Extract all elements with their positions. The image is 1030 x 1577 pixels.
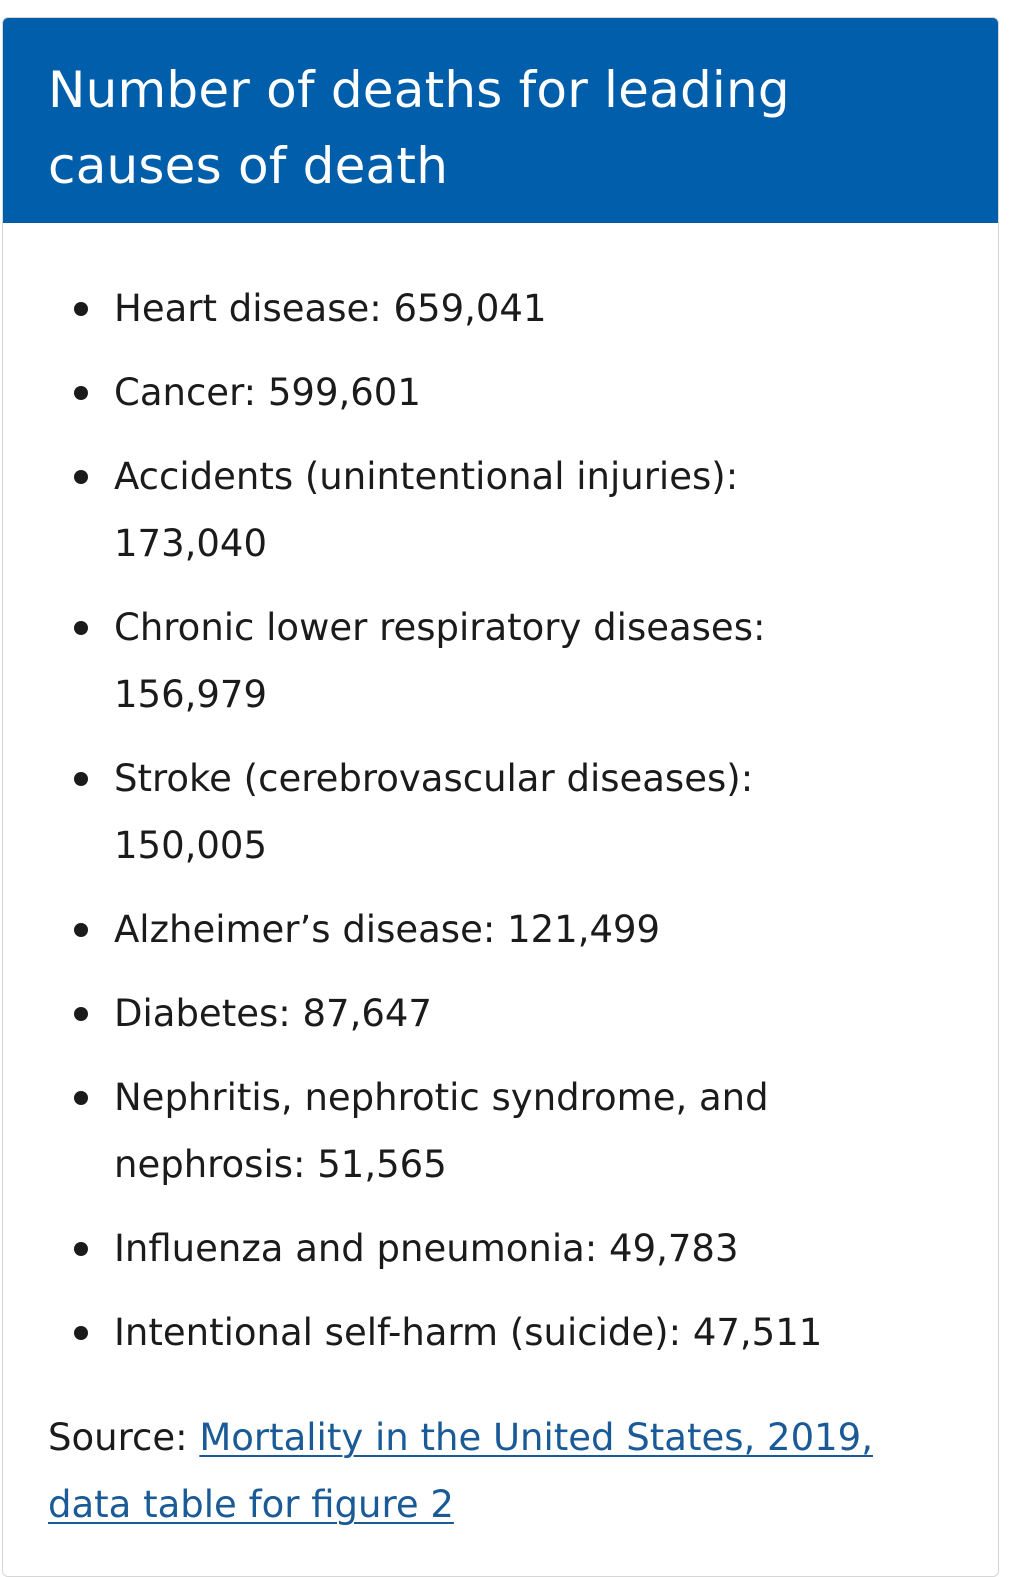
cause-value: 659,041 [393, 287, 547, 330]
cause-value: 599,601 [267, 371, 421, 414]
bullet-icon [74, 923, 88, 937]
list-item: Diabetes: 87,647 [48, 980, 958, 1047]
causes-list [48, 275, 958, 1366]
bullet-icon [74, 386, 88, 400]
cause-value: 121,499 [507, 908, 661, 951]
list-item: Alzheimer’s disease: 121,499 [48, 896, 958, 963]
card-header [3, 18, 998, 223]
cause-value: 49,783 [609, 1227, 739, 1270]
bullet-icon [74, 302, 88, 316]
cause-name: Chronic lower respiratory diseases [114, 606, 753, 649]
list-item: Chronic lower respiratory diseases: 156,979 [48, 594, 958, 728]
bullet-icon [74, 1091, 88, 1105]
cause-name: Alzheimer’s disease [114, 908, 483, 951]
cause-name: Nephritis, nephrotic syndrome, and nephrosis [114, 1076, 769, 1186]
list-item: Heart disease: 659,041 [48, 275, 958, 342]
cause-value: 173,040 [114, 522, 268, 565]
list-item: Stroke (cerebrovascular diseases): 150,005 [48, 745, 958, 879]
bullet-icon [74, 1242, 88, 1256]
bullet-icon [74, 621, 88, 635]
card-title: Number of deaths for leading causes of death [48, 61, 790, 195]
list-item: Accidents (unintentional injuries): 173,040 [48, 443, 958, 577]
cause-value: 156,979 [114, 673, 268, 716]
list-item: Intentional self-harm (suicide): 47,511 [48, 1299, 958, 1366]
bullet-icon [74, 470, 88, 484]
cause-name: Intentional self-harm (suicide) [114, 1311, 669, 1354]
list-item: Influenza and pneumonia: 49,783 [48, 1215, 958, 1282]
bullet-icon [74, 1326, 88, 1340]
cause-value: 51,565 [317, 1143, 447, 1186]
cause-name: Stroke (cerebrovascular diseases) [114, 757, 741, 800]
source-note [48, 1404, 958, 1538]
bullet-icon [74, 1007, 88, 1021]
bullet-icon [74, 772, 88, 786]
cause-name: Influenza and pneumonia [114, 1227, 585, 1270]
source-link[interactable]: Mortality in the United States, 2019, data table for figure 2 [48, 1416, 873, 1526]
cause-value: 87,647 [302, 992, 432, 1035]
leading-causes-card [2, 17, 999, 1577]
card-body [3, 223, 998, 1538]
list-item: Nephritis, nephrotic syndrome, and nephrosis: 51,565 [48, 1064, 958, 1198]
cause-value: 150,005 [114, 824, 268, 867]
list-item: Cancer: 599,601 [48, 359, 958, 426]
cause-name: Heart disease [114, 287, 370, 330]
source-label: Source: [48, 1416, 188, 1459]
cause-name: Diabetes [114, 992, 279, 1035]
cause-name: Accidents (unintentional injuries) [114, 455, 726, 498]
cause-value: 47,511 [692, 1311, 823, 1354]
cause-name: Cancer [114, 371, 244, 414]
